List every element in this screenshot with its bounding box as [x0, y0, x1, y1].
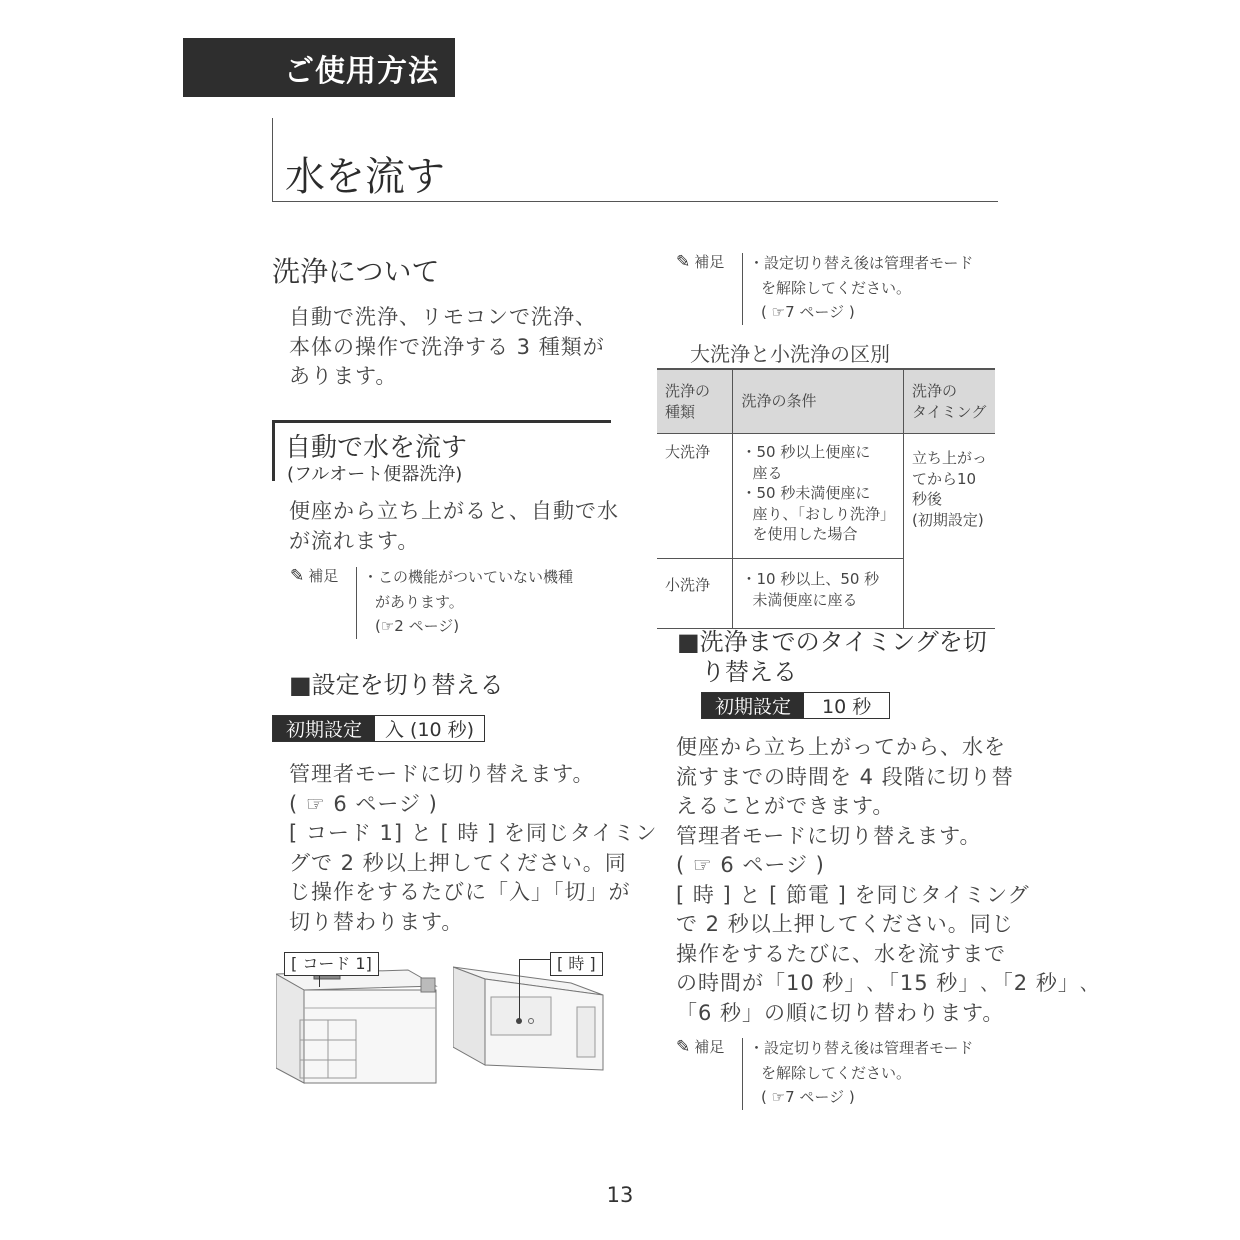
subsection-top-rule — [272, 420, 611, 423]
table-header-type: 洗浄の 種類 — [657, 369, 733, 434]
subsection-subtitle: (フルオート便器洗浄) — [287, 464, 463, 485]
timing-line: で 2 秒以上押してください。同じ — [676, 912, 1014, 936]
timing-line: 便座から立ち上がってから、水を — [676, 735, 1006, 759]
switch-line: 管理者モードに切り替えます。 — [289, 762, 595, 786]
table-cell-type: 大洗浄 — [657, 434, 733, 559]
timing-line: の時間が「10 秒」､「15 秒」､「2 秒」､ — [676, 971, 1092, 995]
badge-value: 10 秒 — [804, 693, 889, 718]
timing-line: 操作をするたびに、水を流すまで — [676, 941, 1006, 966]
timing-line: [ 時 ] と [ 節電 ] を同じタイミング — [676, 882, 1030, 907]
badge-label: 初期設定 — [273, 716, 375, 741]
note-label: ✎ 補足 — [676, 252, 725, 272]
page-number: 13 — [606, 1183, 634, 1207]
intro-line: 自動で洗浄、リモコンで洗浄、 — [289, 305, 597, 329]
initial-setting-badge-2 — [701, 692, 890, 719]
note-label: ✎ 補足 — [676, 1037, 725, 1057]
timing-paragraph — [676, 733, 1091, 1028]
wash-type-table — [657, 368, 995, 629]
subsection-title-auto-flush: 自動で水を流す — [285, 433, 468, 463]
note-text: ・設定切り替え後は管理者モード を解除してください。 ( ☞7 ページ ) — [749, 1039, 974, 1106]
switch-line: じ操作をするたびに「入」「切」が — [289, 880, 631, 904]
timing-line: 流すまでの時間を 4 段階に切り替 — [676, 764, 1014, 789]
table-title: 大洗浄と小洗浄の区別 — [690, 342, 890, 366]
auto-line: 便座から立ち上がると、自動で水 — [289, 499, 619, 523]
auto-paragraph — [289, 497, 619, 556]
note-divider — [742, 1038, 743, 1110]
switch-line: グで 2 秒以上押してください。同 — [289, 850, 627, 875]
switch-line: 切り替わります。 — [289, 909, 464, 934]
switch-paragraph — [289, 760, 657, 937]
section-title-wash: 洗浄について — [272, 255, 440, 288]
intro-paragraph — [289, 303, 605, 392]
subsection-left-rule — [272, 423, 275, 481]
title-vertical-rule — [272, 118, 273, 202]
note-divider — [742, 253, 743, 325]
table-header-timing: 洗浄の タイミング — [903, 369, 995, 434]
note-label: ✎ 補足 — [290, 566, 339, 586]
heading-timing-switch: ■洗浄までのタイミングを切 り替える — [677, 628, 987, 686]
figure-label-time: [ 時 ] — [550, 952, 603, 976]
table-header-condition: 洗浄の条件 — [733, 369, 904, 434]
table-cell-timing: 立ち上がっ てから10 秒後 (初期設定) — [903, 434, 995, 629]
note-text: ・設定切り替え後は管理者モード を解除してください。 ( ☞7 ページ ) — [749, 254, 974, 321]
timing-line: えることができます。 — [676, 794, 895, 818]
intro-line: 本体の操作で洗浄する 3 種類が — [289, 334, 605, 359]
switch-line: [ コード 1] と [ 時 ] を同じタイミン — [289, 821, 658, 845]
note-divider — [356, 567, 357, 639]
figure-label-code1: [ コード 1] — [284, 952, 379, 976]
auto-line: が流れます。 — [289, 528, 420, 553]
note-text: ・この機能がついていない機種 があります。 (☞2 ページ) — [363, 568, 574, 635]
timing-line: 管理者モードに切り替えます。 — [676, 823, 982, 848]
intro-line: あります。 — [289, 364, 398, 388]
page-title: 水を流す — [285, 154, 445, 200]
timing-line: 「6 秒」の順に切り替わります。 — [676, 1000, 1005, 1025]
section-banner: ご使用方法 — [183, 38, 455, 97]
table-cell-condition: ・10 秒以上、50 秒 未満便座に座る — [733, 559, 904, 629]
initial-setting-badge — [272, 715, 485, 742]
badge-value: 入 (10 秒) — [375, 716, 484, 741]
switch-line: ( ☞ 6 ページ ) — [289, 791, 438, 816]
badge-label: 初期設定 — [702, 693, 804, 718]
pencil-icon: ✎ — [676, 252, 691, 272]
pencil-icon: ✎ — [676, 1037, 691, 1057]
table-row — [657, 434, 995, 559]
table-cell-condition: ・50 秒以上便座に 座る ・50 秒未満便座に 座り、「おしり洗浄」 を使用した場合 — [733, 434, 904, 559]
timing-line: ( ☞ 6 ページ ) — [676, 853, 825, 877]
heading-switch-setting: ■設定を切り替える — [289, 671, 504, 699]
pencil-icon: ✎ — [290, 566, 305, 586]
table-header-row — [657, 369, 995, 434]
table-cell-type: 小洗浄 — [657, 559, 733, 629]
